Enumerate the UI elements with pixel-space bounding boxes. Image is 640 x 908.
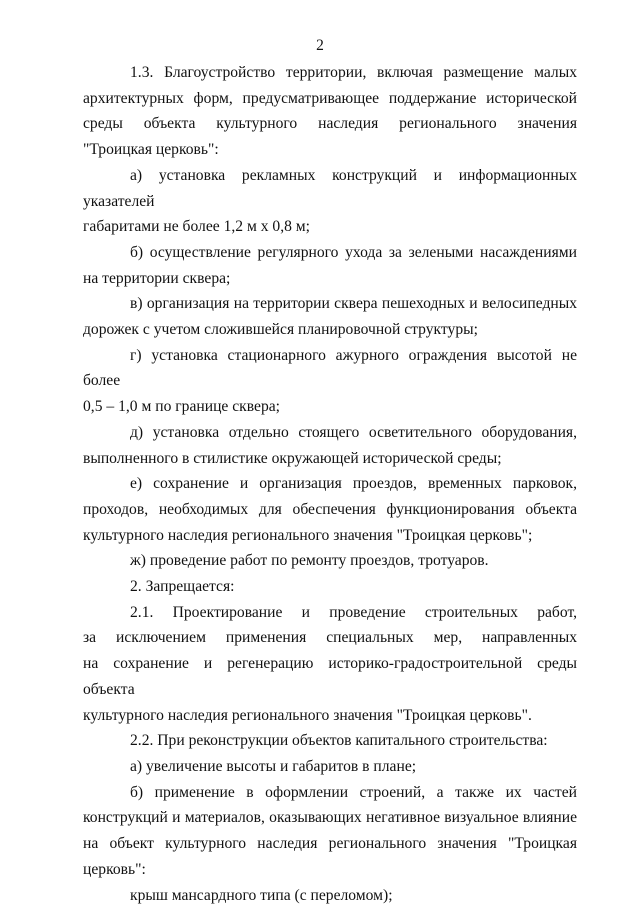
- text-line: 1.3. Благоустройство территории, включая размещение малых: [83, 60, 577, 86]
- text-line: дорожек с учетом сложившейся планировочной структуры;: [83, 317, 577, 343]
- paragraph-mansard-roofs: [83, 883, 577, 908]
- paragraph-item-a: [83, 163, 577, 240]
- text-line: б) осуществление регулярного ухода за зелеными насаждениями: [83, 240, 577, 266]
- paragraph-2-2-a: [83, 754, 577, 780]
- paragraph-2-2-b: [83, 780, 577, 883]
- text-line: а) увеличение высоты и габаритов в плане;: [83, 754, 577, 780]
- text-line: на объект культурного наследия регионального значения "Троицкая: [83, 831, 577, 857]
- text-line: конструкций и материалов, оказывающих негативное визуальное влияние: [83, 805, 577, 831]
- text-line: 0,5 – 1,0 м по границе сквера;: [83, 394, 577, 420]
- paragraph-2-2: [83, 728, 577, 754]
- document-body: [83, 60, 577, 908]
- text-line: 2. Запрещается:: [83, 574, 577, 600]
- text-line: "Троицкая церковь":: [83, 137, 577, 163]
- text-line: в) организация на территории сквера пешеходных и велосипедных: [83, 291, 577, 317]
- text-line: культурного наследия регионального значения "Троицкая церковь";: [83, 523, 577, 549]
- text-line: крыш мансардного типа (с переломом);: [83, 883, 577, 908]
- text-line: среды объекта культурного наследия регионального значения: [83, 111, 577, 137]
- text-line: ж) проведение работ по ремонту проездов, тротуаров.: [83, 548, 577, 574]
- text-line: культурного наследия регионального значения "Троицкая церковь".: [83, 703, 577, 729]
- text-line: выполненного в стилистике окружающей исторической среды;: [83, 446, 577, 472]
- page-number: 2: [0, 37, 640, 55]
- paragraph-item-zh: [83, 548, 577, 574]
- text-line: церковь":: [83, 857, 577, 883]
- text-line: на территории сквера;: [83, 266, 577, 292]
- text-line: 2.1. Проектирование и проведение строительных работ,: [83, 600, 577, 626]
- text-line: за исключением применения специальных мер, направленных: [83, 625, 577, 651]
- text-line: е) сохранение и организация проездов, временных парковок,: [83, 471, 577, 497]
- paragraph-2-1: [83, 600, 577, 729]
- text-line: а) установка рекламных конструкций и информационных указателей: [83, 163, 577, 214]
- text-line: 2.2. При реконструкции объектов капитального строительства:: [83, 728, 577, 754]
- paragraph-item-e: [83, 471, 577, 548]
- paragraph-item-g: [83, 343, 577, 420]
- paragraph-2-prohibited: [83, 574, 577, 600]
- paragraph-item-v: [83, 291, 577, 342]
- text-line: б) применение в оформлении строений, а также их частей: [83, 780, 577, 806]
- text-line: габаритами не более 1,2 м х 0,8 м;: [83, 214, 577, 240]
- text-line: д) установка отдельно стоящего осветительного оборудования,: [83, 420, 577, 446]
- text-line: архитектурных форм, предусматривающее поддержание исторической: [83, 86, 577, 112]
- text-line: г) установка стационарного ажурного ограждения высотой не более: [83, 343, 577, 394]
- text-line: на сохранение и регенерацию историко-градостроительной среды объекта: [83, 651, 577, 702]
- paragraph-item-b: [83, 240, 577, 291]
- text-line: проходов, необходимых для обеспечения функционирования объекта: [83, 497, 577, 523]
- paragraph-item-d: [83, 420, 577, 471]
- paragraph-1-3: [83, 60, 577, 163]
